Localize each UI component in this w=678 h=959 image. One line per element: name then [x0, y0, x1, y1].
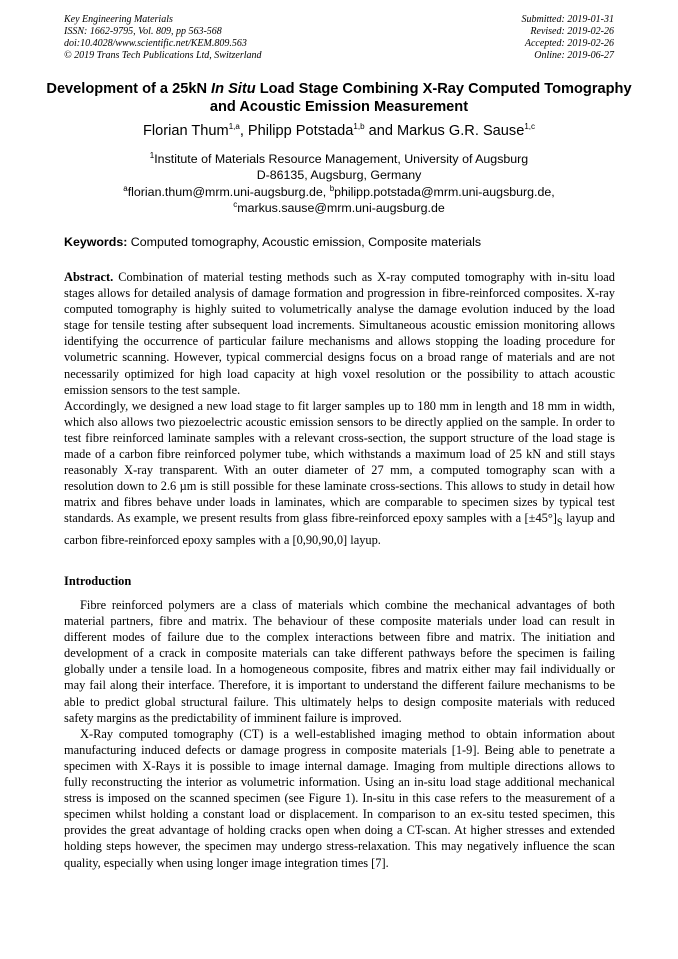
abstract-paragraph: [64, 398, 615, 548]
title-part-2: Load Stage Combining X-Ray Computed Tomography and Acoustic Emission Measurement: [209, 81, 632, 115]
title-italic: In Situ: [211, 81, 256, 97]
author-separator: ,: [239, 123, 248, 139]
layup-subscript: S: [556, 517, 563, 529]
keywords-text: Computed tomography, Acoustic emission, Composite materials: [127, 235, 482, 249]
introduction-paragraph: X-Ray computed tomography (CT) is a well-established imaging method to obtain information about manufacturing induced defects or damage progress in composite materials [1-9]. Being able to penetrate a specimen with X-Rays it is possible to image internal damage. Imaging from multiple directions allows to fully reconstructing the interior as volumetric information. Using an in-situ load stage additional mechanical stress is imposed on the scanned specimen (see Figure 1). In-situ in this case refers to the measurement of a specimen whilst holding a constant load or displacement. In comparison to an ex-situ tested specimen, this provides the great advantage of holding cracks open when doing a CT-scan. At higher stresses and extended holding steps however, the specimen may undergo stress-relaxation. This may negatively influence the scan quality, especially when using longer image integration times [7].: [64, 726, 615, 870]
author-emails: [40, 184, 638, 216]
keywords: [64, 234, 616, 250]
author-list: [40, 122, 638, 140]
affiliation-line-1: [40, 151, 638, 167]
email-mark: c: [233, 199, 238, 209]
author-name: Philipp Potstada: [247, 123, 354, 139]
abstract-label: Abstract.: [64, 270, 114, 284]
author-separator: and: [364, 123, 397, 139]
introduction-paragraph: Fibre reinforced polymers are a class of materials which combine the mechanical advantages of both material partners, fibre and matrix. The behaviour of these composite materials under load can result in different modes of failure due to the complex interactions between fibre and matrix. The initiation and development of a crack in composite materials can take different pathways before the specimen is failing globally under a tensile load. In a homogeneous composite, fibres and matrix either may fail individually or may fail along their interface. Therefore, it is important to understand the different failure mechanisms to be able to predict global structural failure. This ultimately helps to design composite materials with reduced safety margins as the predictability of imminent failure is improved.: [64, 598, 615, 725]
abstract-paragraph: [64, 269, 615, 398]
author-name: Florian Thum: [142, 123, 229, 139]
date-submitted: Submitted: 2019-01-31: [521, 14, 614, 25]
journal-name: Key Engineering Materials: [64, 14, 173, 25]
email-line-2: [40, 200, 638, 216]
journal-info: [64, 14, 262, 62]
publication-dates: [522, 14, 615, 62]
date-accepted: Accepted: 2019-02-26: [524, 38, 614, 49]
affiliation-institute: Institute of Materials Resource Management, University of Augsburg: [154, 152, 529, 166]
email-address[interactable]: philipp.potstada@mrm.uni-augsburg.de,: [334, 185, 555, 199]
author-affiliation-mark: 1,a: [228, 122, 240, 132]
abstract: [64, 269, 615, 548]
author-affiliation-mark: 1,b: [353, 122, 365, 132]
date-online: Online: 2019-06-27: [534, 50, 614, 61]
affiliation-mark: 1: [149, 150, 155, 160]
affiliation: [40, 151, 638, 183]
abstract-text: layup and carbon fibre-reinforced epoxy samples with a [0,90,90,0] layup.: [64, 511, 615, 547]
journal-copyright: © 2019 Trans Tech Publications Ltd, Switzerland: [64, 50, 262, 61]
email-address[interactable]: markus.sause@mrm.uni-augsburg.de: [237, 201, 445, 215]
email-mark: a: [123, 183, 128, 193]
keywords-label: Keywords:: [64, 235, 128, 249]
date-revised: Revised: 2019-02-26: [530, 26, 614, 37]
email-line-1: [40, 184, 638, 200]
section-heading-introduction: Introduction: [64, 574, 132, 588]
author-name: Markus G.R. Sause: [397, 123, 525, 139]
journal-issn: ISSN: 1662-9795, Vol. 809, pp 563-568: [64, 26, 222, 37]
abstract-text: Accordingly, we designed a new load stage to fit larger samples up to 180 mm in length and 18 mm in width, which also allows two piezoelectric acoustic emission sensors to be directly applied on the sample. In order to test fibre reinforced laminate samples with a relevant cross-section, the support structure of the load stage is made of a carbon fibre reinforced polymer tube, which withstands a maximum load of 25 kN and still stays reasonably X-ray transparent. With an outer diameter of 27 mm, a computed tomography scan with a resolution down to 2.6 µm is still possible for these laminate cross-sections. This allows to study in detail how matrix and fibres behave under loads in laminates, which are comparable to specimen sizes by typical test standards. As example, we present results from glass fibre-reinforced epoxy samples with a [±45°]: [64, 398, 615, 526]
abstract-text: Combination of material testing methods such as X-ray computed tomography with in-situ load stages allows for detailed analysis of damage formation and progression in fibre-reinforced composites. X-ray computed tomography is highly suited to volumetrically analyse the damage evolution induced by the load stage for tensile testing after subsequent load increments. Simultaneous acoustic emission monitoring allows identifying the occurrence of particular failure mechanisms and allows stopping the loading procedure for volumetric scanning. However, typical commercial designs focus on a broad range of materials and are not necessarily optimized for high load capacity at high voxel resolution or the possibility to attach acoustic emission sensors to the test sample.: [64, 270, 615, 397]
author-affiliation-mark: 1,c: [524, 122, 536, 132]
paper-title: [40, 80, 638, 116]
introduction-section: [64, 597, 615, 871]
journal-doi[interactable]: doi:10.4028/www.scientific.net/KEM.809.563: [64, 38, 247, 49]
email-mark: b: [329, 183, 335, 193]
email-address[interactable]: florian.thum@mrm.uni-augsburg.de,: [127, 185, 330, 199]
affiliation-line-2: D-86135, Augsburg, Germany: [256, 168, 422, 182]
title-part-1: Development of a 25kN: [46, 81, 212, 97]
